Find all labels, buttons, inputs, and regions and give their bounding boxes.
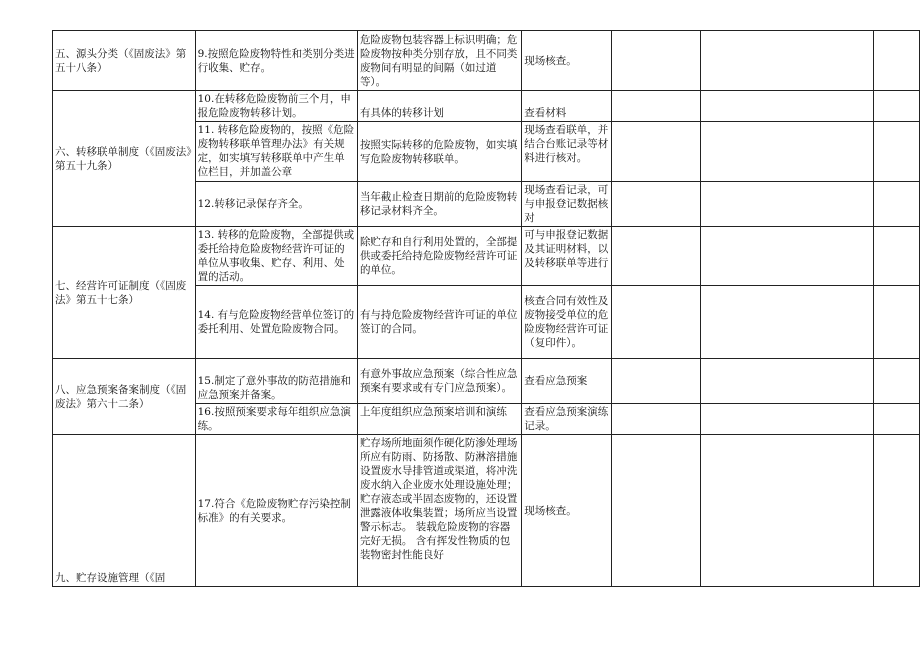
empty-cell [611,91,700,122]
standard-cell: 按照实际转移的危险废物，如实填写危险废物转移联单。 [357,122,521,182]
empty-cell [700,435,874,587]
empty-cell [611,404,700,435]
inspection-table-page [52,30,920,587]
method-cell: 核查合同有效性及废物接受单位的危险废物经营许可证（复印件）。 [522,286,611,359]
method-cell: 查看材料 [522,91,611,122]
category-cell: 五、源头分类（《固废法》第五十八条） [53,31,196,91]
item-cell: 13. 转移的危险废物，全部提供或委托给持危险废物经营许可证的单位从事收集、贮存、利用、处置的活动。 [195,227,357,286]
standard-cell: 有与持危险废物经营许可证的单位签订的合同。 [357,286,521,359]
standard-cell: 上年度组织应急预案培训和演练 [357,404,521,435]
empty-cell [874,91,920,122]
table-row [53,227,920,286]
empty-cell [700,182,874,227]
empty-cell [700,122,874,182]
method-cell: 现场查看联单，并结合台账记录等材料进行核对。 [522,122,611,182]
item-cell: 16.按照预案要求每年组织应急演练。 [195,404,357,435]
empty-cell [700,227,874,286]
inspection-table [52,30,920,587]
empty-cell [874,31,920,91]
standard-cell: 贮存场所地面须作硬化防渗处理场所应有防雨、防扬散、防淋溶措施 设置废水导排管道或渠道，将冲洗废水纳入企业废水处理设施处理；贮存液态或半固态废物的，还设置泄露液体收集装置；场所应当设置警示标志。 装载危险废物的容器完好无损。 含有挥发性物质的包装物密封性能良好 [357,435,521,587]
method-cell: 现场查看记录，可与申报登记数据核对 [522,182,611,227]
category-cell: 九、贮存设施管理（《固 [53,435,196,587]
table-row [53,435,920,587]
empty-cell [874,227,920,286]
empty-cell [874,435,920,587]
method-cell: 查看应急预案演练记录。 [522,404,611,435]
item-cell: 11. 转移危险废物的，按照《危险废物转移联单管理办法》有关规定，如实填写转移联单中产生单位栏目，并加盖公章 [195,122,357,182]
empty-cell [874,404,920,435]
empty-cell [611,359,700,404]
empty-cell [700,359,874,404]
empty-cell [611,31,700,91]
empty-cell [611,122,700,182]
empty-cell [700,91,874,122]
standard-cell: 除贮存和自行利用处置的，全部提供或委托给持危险废物经营许可证的单位。 [357,227,521,286]
table-row [53,359,920,404]
standard-cell: 当年截止检查日期前的危险废物转移记录材料齐全。 [357,182,521,227]
standard-cell: 有意外事故应急预案（综合性应急预案有要求或有专门应急预案）。 [357,359,521,404]
method-cell: 现场核查。 [522,435,611,587]
table-row [53,91,920,122]
empty-cell [700,31,874,91]
standard-cell: 有具体的转移计划 [357,91,521,122]
category-cell: 八、应急预案备案制度（《固废法》第六十二条） [53,359,196,435]
empty-cell [611,182,700,227]
standard-cell: 危险废物包装容器上标识明确；危险废物按种类分别存放，且不同类废物间有明显的间隔（如过道等）。 [357,31,521,91]
item-cell: 9.按照危险废物特性和类别分类进行收集、贮存。 [195,31,357,91]
table-row [53,31,920,91]
empty-cell [700,404,874,435]
empty-cell [611,286,700,359]
category-cell: 七、经营许可证制度（《固废法》第五十七条） [53,227,196,359]
category-cell: 六、转移联单制度（《固废法》第五十九条） [53,91,196,227]
empty-cell [874,182,920,227]
item-cell: 12.转移记录保存齐全。 [195,182,357,227]
empty-cell [874,286,920,359]
item-cell: 14. 有与危险废物经营单位签订的委托利用、处置危险废物合同。 [195,286,357,359]
item-cell: 15.制定了意外事故的防范措施和应急预案并备案。 [195,359,357,404]
item-cell: 17.符合《危险废物贮存污染控制标准》的有关要求。 [195,435,357,587]
empty-cell [611,435,700,587]
method-cell: 查看应急预案 [522,359,611,404]
method-cell: 可与申报登记数据及其证明材料，以及转移联单等进行 [522,227,611,286]
empty-cell [874,122,920,182]
empty-cell [611,227,700,286]
method-cell: 现场核查。 [522,31,611,91]
item-cell: 10.在转移危险废物前三个月，申报危险废物转移计划。 [195,91,357,122]
empty-cell [874,359,920,404]
empty-cell [700,286,874,359]
